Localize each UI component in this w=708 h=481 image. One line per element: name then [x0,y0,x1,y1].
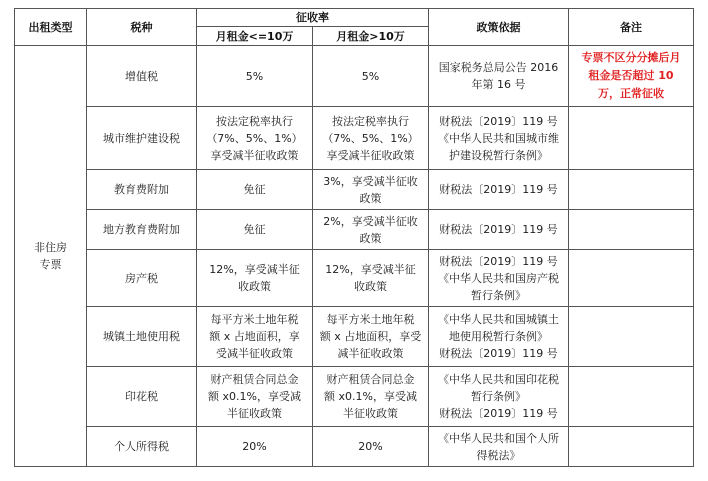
policy-basis-cell-line: 年第 16 号 [471,78,526,91]
table-row [15,170,694,210]
policy-basis-cell [429,307,569,367]
rate-high-cell-line: 享受减半征收政策 [326,148,415,162]
policy-basis-cell [429,170,569,210]
table-row [15,427,694,467]
policy-basis-cell-line: 《中华人民共和国城镇土 [438,313,559,326]
note-cell-empty [569,307,694,367]
policy-basis-cell-line: 护建设税暂行条例》 [449,148,548,162]
header-tax-type: 税种 [87,9,197,46]
rate-high-cell-line: 政策 [359,191,382,205]
rate-high-cell-line: 额 x 占地面积，享受 [319,330,422,343]
tax-name-cell-line: 城镇土地使用税 [103,330,180,343]
rate-high-cell-line: 20% [358,440,383,453]
rate-low-cell-line: 12%，享受减半征 [209,263,300,276]
note-cell-line: 万，正常征收 [598,87,664,100]
rate-low-cell [197,170,313,210]
rate-high-cell [313,107,429,170]
note-cell-empty [569,170,694,210]
header-rental-type: 出租类型 [15,9,87,46]
policy-basis-cell [429,367,569,427]
note-cell [569,46,694,107]
rate-low-cell [197,46,313,107]
rate-high-cell-line: 2%，享受减半征收 [323,214,418,228]
rate-high-cell-line: 减半征收政策 [337,347,404,360]
policy-basis-cell [429,427,569,467]
rate-low-cell-line: （7%、5%、1%） [206,131,303,145]
tax-table [14,8,694,467]
tax-name-cell-line: 印花税 [125,390,158,403]
rate-high-cell [313,307,429,367]
rate-low-cell-line: 受减半征收政策 [216,347,293,360]
rate-low-cell-line: 5% [245,69,264,83]
tax-name-cell [87,46,197,107]
header-rate-low: 月租金<=10万 [197,27,313,46]
rate-high-cell-line: 按法定税率执行 [332,114,409,128]
tax-name-cell [87,367,197,427]
rate-high-cell-line: 3%，享受减半征收 [323,174,418,188]
rate-low-cell-line: 半征收政策 [227,407,282,420]
note-cell-empty [569,250,694,307]
note-cell-empty [569,427,694,467]
rental-type-cell-line: 专票 [39,258,62,271]
table-row [15,210,694,250]
rate-high-cell-line: 12%，享受减半征 [325,263,416,276]
note-cell-empty [569,210,694,250]
rate-low-cell [197,107,313,170]
table-row [15,46,694,107]
policy-basis-cell-line: 国家税务总局公告 2016 [438,61,559,74]
rate-low-cell-line: 财产租赁合同总金 [210,373,299,386]
policy-basis-cell [429,107,569,170]
header-note: 备注 [569,9,694,46]
tax-name-cell [87,210,197,250]
rate-high-cell [313,250,429,307]
tax-name-cell-line: 城市维护建设税 [103,131,180,145]
policy-basis-cell [429,46,569,107]
rate-low-cell-line: 额 x0.1%，享受减 [208,390,301,403]
policy-basis-cell-line: 财税法〔2019〕119 号 [439,223,558,236]
rate-high-cell [313,427,429,467]
rate-high-cell [313,46,429,107]
policy-basis-cell-line: 暂行条例》 [471,390,526,403]
policy-basis-cell-line: 财税法〔2019〕119 号 [439,114,558,128]
tax-name-cell-line: 个人所得税 [114,440,169,453]
rate-low-cell-line: 20% [242,440,267,453]
header-rate: 征收率 [197,9,429,27]
rate-low-cell-line: 每平方米土地年税 [210,313,299,326]
rental-type-cell-line: 非住房 [34,241,67,254]
rate-high-cell-line: 每平方米土地年税 [326,313,415,326]
rate-high-cell-line: 政策 [359,231,382,245]
header-policy-basis: 政策依据 [429,9,569,46]
rate-low-cell-line: 收政策 [238,280,271,293]
policy-basis-cell-line: 《中华人民共和国个人所 [438,431,559,445]
table-row [15,307,694,367]
tax-name-cell-line: 增值税 [125,69,158,83]
tax-name-cell [87,107,197,170]
rate-low-cell-line: 免征 [243,223,266,236]
policy-basis-cell-line: 《中华人民共和国城市维 [438,131,559,145]
tax-name-cell [87,250,197,307]
rate-high-cell-line: 半征收政策 [343,407,398,420]
tax-name-cell-line: 教育费附加 [114,183,169,196]
note-cell-empty [569,107,694,170]
rate-low-cell [197,367,313,427]
rate-low-cell-line: 按法定税率执行 [216,114,293,128]
policy-basis-cell-line: 财税法〔2019〕119 号 [439,254,558,268]
policy-basis-cell-line: 《中华人民共和国印花税 [438,373,559,386]
policy-basis-cell-line: 财税法〔2019〕119 号 [439,407,558,420]
rate-high-cell [313,210,429,250]
table-row [15,367,694,427]
note-cell-empty [569,367,694,427]
policy-basis-cell-line: 地使用税暂行条例》 [449,330,548,343]
policy-basis-cell-line: 得税法》 [476,448,521,462]
table-row [15,107,694,170]
rate-high-cell-line: 5% [361,69,380,83]
rate-high-cell-line: 收政策 [354,280,387,293]
rate-low-cell-line: 免征 [243,183,266,196]
note-cell-line: 租金是否超过 10 [588,69,674,82]
rate-high-cell-line: 额 x0.1%，享受减 [324,390,417,403]
tax-name-cell [87,427,197,467]
policy-basis-cell [429,210,569,250]
rate-high-cell [313,367,429,427]
policy-basis-cell-line: 《中华人民共和国房产税 [438,271,559,285]
tax-name-cell-line: 房产税 [125,271,158,285]
tax-name-cell [87,170,197,210]
rate-low-cell-line: 额 x 占地面积，享 [209,330,300,343]
rental-type-cell [15,46,87,467]
note-cell-line: 专票不区分分摊后月 [581,51,681,64]
policy-basis-cell-line: 财税法〔2019〕119 号 [439,347,558,360]
rate-low-cell [197,250,313,307]
rate-low-cell [197,210,313,250]
tax-name-cell [87,307,197,367]
policy-basis-cell-line: 财税法〔2019〕119 号 [439,183,558,196]
table-row [15,250,694,307]
rate-low-cell [197,427,313,467]
rate-high-cell-line: （7%、5%、1%） [322,131,419,145]
header-rate-high: 月租金>10万 [313,27,429,46]
rate-low-cell-line: 享受减半征收政策 [210,148,299,162]
tax-name-cell-line: 地方教育费附加 [103,223,180,236]
rate-low-cell [197,307,313,367]
policy-basis-cell [429,250,569,307]
rate-high-cell [313,170,429,210]
rate-high-cell-line: 财产租赁合同总金 [326,373,415,386]
policy-basis-cell-line: 暂行条例》 [471,288,526,302]
